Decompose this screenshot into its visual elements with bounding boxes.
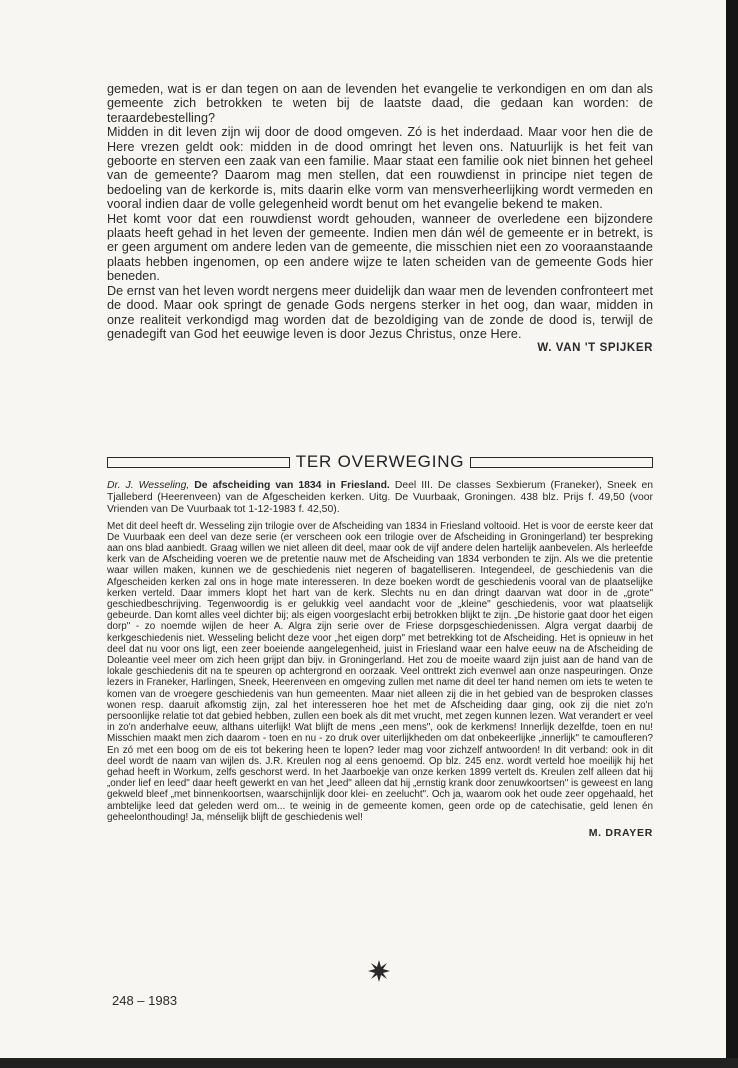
book-review <box>107 480 653 839</box>
review-author: Dr. J. Wesseling, <box>107 480 190 491</box>
review-book-title: De afscheiding van 1834 in Friesland. <box>194 480 390 491</box>
section-title: TER OVERWEGING <box>295 452 465 471</box>
page-number: 248 – 1983 <box>112 993 178 1008</box>
article-continuation <box>107 82 653 354</box>
article-paragraph: Midden in dit leven zijn wij door de dood omgeven. Zó is het inderdaad. Maar voor hen die de Here vrezen geldt ook: midden in de dood omringt het leven ons. Natuurlijk is het feit van geboorte en sterven een zaak van een familie. Maar staat een familie ook niet binnen het geheel van de gemeente? Daarom mag men stellen, dat een rouwdienst in principe niet tegen de bedoeling van de kerkorde is, mits daarin elke vorm van mensverheerlijking wordt vermeden en vooral indien daar de volle gelegenheid wordt benut om het evangelie bekend te maken. <box>107 125 653 212</box>
star-ornament-icon <box>368 960 390 982</box>
review-citation <box>107 480 653 517</box>
heading-rule-left <box>107 457 290 468</box>
article-paragraph: gemeden, wat is er dan tegen on aan de levenden het evangelie te verkondigen en om dan als gemeente zich betrokken te weten bij de laatste daad, die gedaan kan worden: de teraardebestelling? <box>107 82 653 125</box>
scan-edge-bottom <box>0 1058 738 1068</box>
review-book-details: Deel III. De classes Sexbierum (Franeker), Sneek en Tjalleberd (Heerenveen) van de Afgescheiden kerken. Uitg. De Vuurbaak, Groningen. 438 blz. Prijs f. 49,50 (voor Vrienden van De Vuurbaak tot 1-12-1983 f. 42,50). <box>107 480 654 516</box>
review-signature: M. DRAYER <box>588 827 653 840</box>
article-paragraph: Het komt voor dat een rouwdienst wordt gehouden, wanneer de overledene een bijzondere plaats heeft gehad in het leven der gemeente. Indien men dán wél de gemeente er in betrekt, is er geen argument om andere leden van de gemeente, die misschien niet een zo vooraanstaande plaats hebben ingenomen, op een andere wijze te laten scheiden van de gemeente Gods hier beneden. <box>107 211 653 284</box>
scan-edge-right <box>726 0 738 1068</box>
review-body: Met dit deel heeft dr. Wesseling zijn trilogie over de Afscheiding van 1834 in Friesland voltooid. Het is voor de eerste keer dat De Vuurbaak een deel van deze serie (er verscheen ook een trilogie over de Afscheiding in Groningerland) ter bespreking aan ons blad aanbiedt. Graag willen we niet alleen dit deel, maar ook de vijf andere delen hartelijk aanbevelen. Als herleefde kerk van de Afscheiding voeren we de pretentie nauw met de Afscheiding van 1834 verbonden te zijn. Als we die pretentie waar willen maken, kunnen we de geschiedenis niet negeren of bagatelliseren. Integendeel, de geschiedenis van die Afgescheiden kerken zal ons in hoge mate interesseren. In deze boeken wordt de geschiedenis vooral van de plaatselijke kerken verteld. Daar immers klopt het hart van de kerk. Slechts nu en dan dringt daarvan wat door in de „grote" geschiedbeschrijving. Tegenwoordig is er gelukkig veel aandacht voor de „kleine" geschiedenis, voor wat plaatselijk gebeurde. Dan komt alles veel dichter bij; als eigen voorgeslacht erbij betrokken blijkt te zijn. „De historie gaat door het eigen dorp" - zo noemde wijlen de heer A. Algra zijn serie over de Friese dorpsgeschiedenissen. Algra vergat daarbij de kerkgeschiedenis niet. Wesseling belicht deze voor „het eigen dorp" met betrekking tot de Afscheiding. Het is opnieuw in het deel dat nu voor ons ligt, een zeer boeiende aangelegenheid, juist in Friesland waar een halve eeuw na de Afscheiding de Doleantie veel meer om zich heen grijpt dan bijv. in Groningerland. Het zou de moeite waard zijn juist aan de hand van de lokale geschiedenis dit na te speuren op achtergrond en oorzaak. Veel onttrekt zich evenwel aan onze naspeuringen. Onze lezers in Franeker, Harlingen, Sneek, Heerenveen en omgeving zullen met name dit deel ter hand nemen om iets te weten te komen van de vroegere geschiedenis van hun gemeenten. Maar niet alleen zij die in het gebied van de besproken classes wonen resp. daaruit afkomstig zijn, zal het interesseren hoe het met de Afscheiding daar ging, ook zij die niet zo'n persoonlijke relatie tot dat gebied hebben, zullen een boek als dit met vrucht, met zegen kunnen lezen. Wat verandert er veel in zo'n anderhalve eeuw, althans uiterlijk! Wat blijft de mens „een mens", ook de kerkmens! Innerlijk dezelfde, toen en nu! Misschien maakt men zich daarom - toen en nu - zo druk over uiterlijkheden om dat onbekeerlijke „innerlijk" te camoufleren? En zó met een boog om de eis tot bekering heen te lopen? Ieder mag voor zichzelf antwoorden! In dit verband: ook in dit deel wordt de naam van wijlen ds. J.R. Kreulen nog al eens genoemd. Op blz. 245 enz. wordt verteld hoe moeilijk hij het gehad heeft in Workum, zelfs geschorst werd. In het Jaarboekje van onze kerken 1899 vertelt ds. Kreulen zelf alleen dat hij „onder lief en leed" daar heeft gewerkt en van het „leed" alleen dat hij „ernstig krank door zenuwkoortsen" is geweest en lang gekweld bleef „met binnenkoortsen, waarschijnlijk door klei- en zeelucht". Och ja, waarom ook het oude zeer opgehaald, het ambtelijke leed dat geleden werd om... te weinig in de gemeente komen, geen orde op de catechisatie, geld lenen én geheelonthouding! Ja, ménselijk blijft de geschiedenis wel! <box>107 520 653 823</box>
section-heading <box>107 452 653 472</box>
article-signature: W. VAN 'T SPIJKER <box>537 342 653 355</box>
article-paragraph: De ernst van het leven wordt nergens meer duidelijk dan waar men de levenden confronteert met de dood. Maar ook springt de genade Gods nergens sterker in het oog, dan waar, midden in onze realiteit verkondigd mag worden dat de bezoldiging van de zonde de dood is, terwijl de genadegift van God het eeuwige leven is door Jezus Christus, onze Here. <box>107 283 653 341</box>
heading-rule-right <box>470 457 653 468</box>
